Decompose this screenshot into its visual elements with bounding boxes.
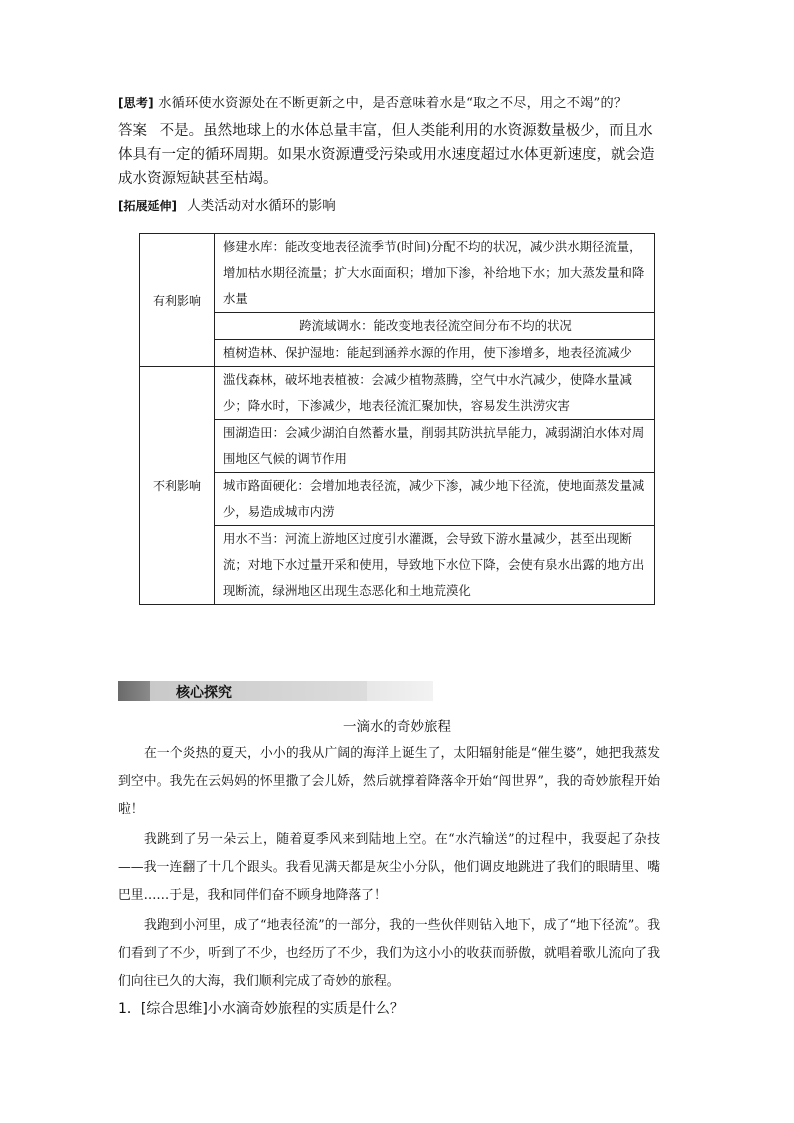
story-paragraph: 在一个炎热的夏天，小小的我从广阔的海洋上诞生了，太阳辐射能是“催生婆”，她把我蒸发到空中。我先在云妈妈的怀里撒了会儿娇，然后就撑着降落伞开始“闯世界”，我的奇妙旅程开始啦！ <box>118 746 660 817</box>
table-cell: 植树造林、保护湿地：能起到涵养水源的作用，使下渗增多，地表径流减少 <box>215 340 655 367</box>
answer-tag: 答案 <box>118 123 147 139</box>
table-row <box>140 526 655 605</box>
question-1 <box>118 998 404 1018</box>
table-cell: 跨流域调水：能改变地表径流空间分布不均的状况 <box>215 313 655 340</box>
story-body <box>118 740 660 998</box>
category-favorable: 有利影响 <box>140 234 215 367</box>
category-unfavorable: 不利影响 <box>140 367 215 605</box>
answer-paragraph <box>118 119 658 191</box>
section-banner <box>118 681 433 701</box>
question-tag: [综合思维] <box>140 1001 208 1017</box>
section-title: 核心探究 <box>176 685 232 701</box>
table-row <box>140 340 655 367</box>
think-question: 水循环使水资源处在不断更新之中，是否意味着水是“取之不尽，用之不竭”的？ <box>158 96 628 111</box>
table-row <box>140 473 655 526</box>
content-top <box>118 92 658 223</box>
table-cell: 城市路面硬化：会增加地表径流，减少下渗，减少地下径流，使地面蒸发量减少，易造成城市内涝 <box>215 473 655 526</box>
answer-text: 不是。虽然地球上的水体总量丰富，但人类能利用的水资源数量极少，而且水体具有一定的循环周期。如果水资源遭受污染或用水速度超过水体更新速度，就会造成水资源短缺甚至枯竭。 <box>118 123 655 187</box>
table-row <box>140 367 655 420</box>
table-row <box>140 234 655 313</box>
table-row <box>140 420 655 473</box>
table-row <box>140 313 655 340</box>
extension-heading <box>118 195 658 217</box>
table-cell: 围湖造田：会减少湖泊自然蓄水量，削弱其防洪抗旱能力，减弱湖泊水体对周围地区气候的调节作用 <box>215 420 655 473</box>
table-cell: 修建水库：能改变地表径流季节(时间)分配不均的状况，减少洪水期径流量，增加枯水期径流量；扩大水面面积；增加下渗，补给地下水；加大蒸发量和降水量 <box>215 234 655 313</box>
story-paragraph: 我跳到了另一朵云上，随着夏季风来到陆地上空。在“水汽输送”的过程中，我耍起了杂技——我一连翻了十几个跟头。我看见满天都是灰尘小分队，他们调皮地跳进了我们的眼睛里、嘴巴里……于是，我和同伴们奋不顾身地降落了！ <box>118 832 660 903</box>
section-banner-chip <box>150 681 367 701</box>
extension-tag: [拓展延伸] <box>118 199 177 213</box>
question-number: 1． <box>118 1001 141 1017</box>
table-cell: 用水不当：河流上游地区过度引水灌溉，会导致下游水量减少，甚至出现断流；对地下水过量开采和使用，导致地下水位下降，会使有泉水出露的地方出现断流，绿洲地区出现生态恶化和土地荒漠化 <box>215 526 655 605</box>
impact-table <box>139 233 655 605</box>
story-paragraph: 我跑到小河里，成了“地表径流”的一部分，我的一些伙伴则钻入地下，成了“地下径流”。我们看到了不少，听到了不少，也经历了不少，我们为这小小的收获而骄傲，就唱着歌儿流向了我们向往已久的大海，我们顺利完成了奇妙的旅程。 <box>118 918 660 989</box>
table-cell: 滥伐森林，破坏地表植被：会减少植物蒸腾，空气中水汽减少，使降水量减少；降水时，下渗减少，地表径流汇聚加快，容易发生洪涝灾害 <box>215 367 655 420</box>
story-title: 一滴水的奇妙旅程 <box>343 719 451 735</box>
think-tag: [思考] <box>118 96 154 110</box>
extension-title: 人类活动对水循环的影响 <box>187 198 336 214</box>
question-text: 小水滴奇妙旅程的实质是什么？ <box>207 1001 404 1017</box>
think-paragraph <box>118 92 658 115</box>
